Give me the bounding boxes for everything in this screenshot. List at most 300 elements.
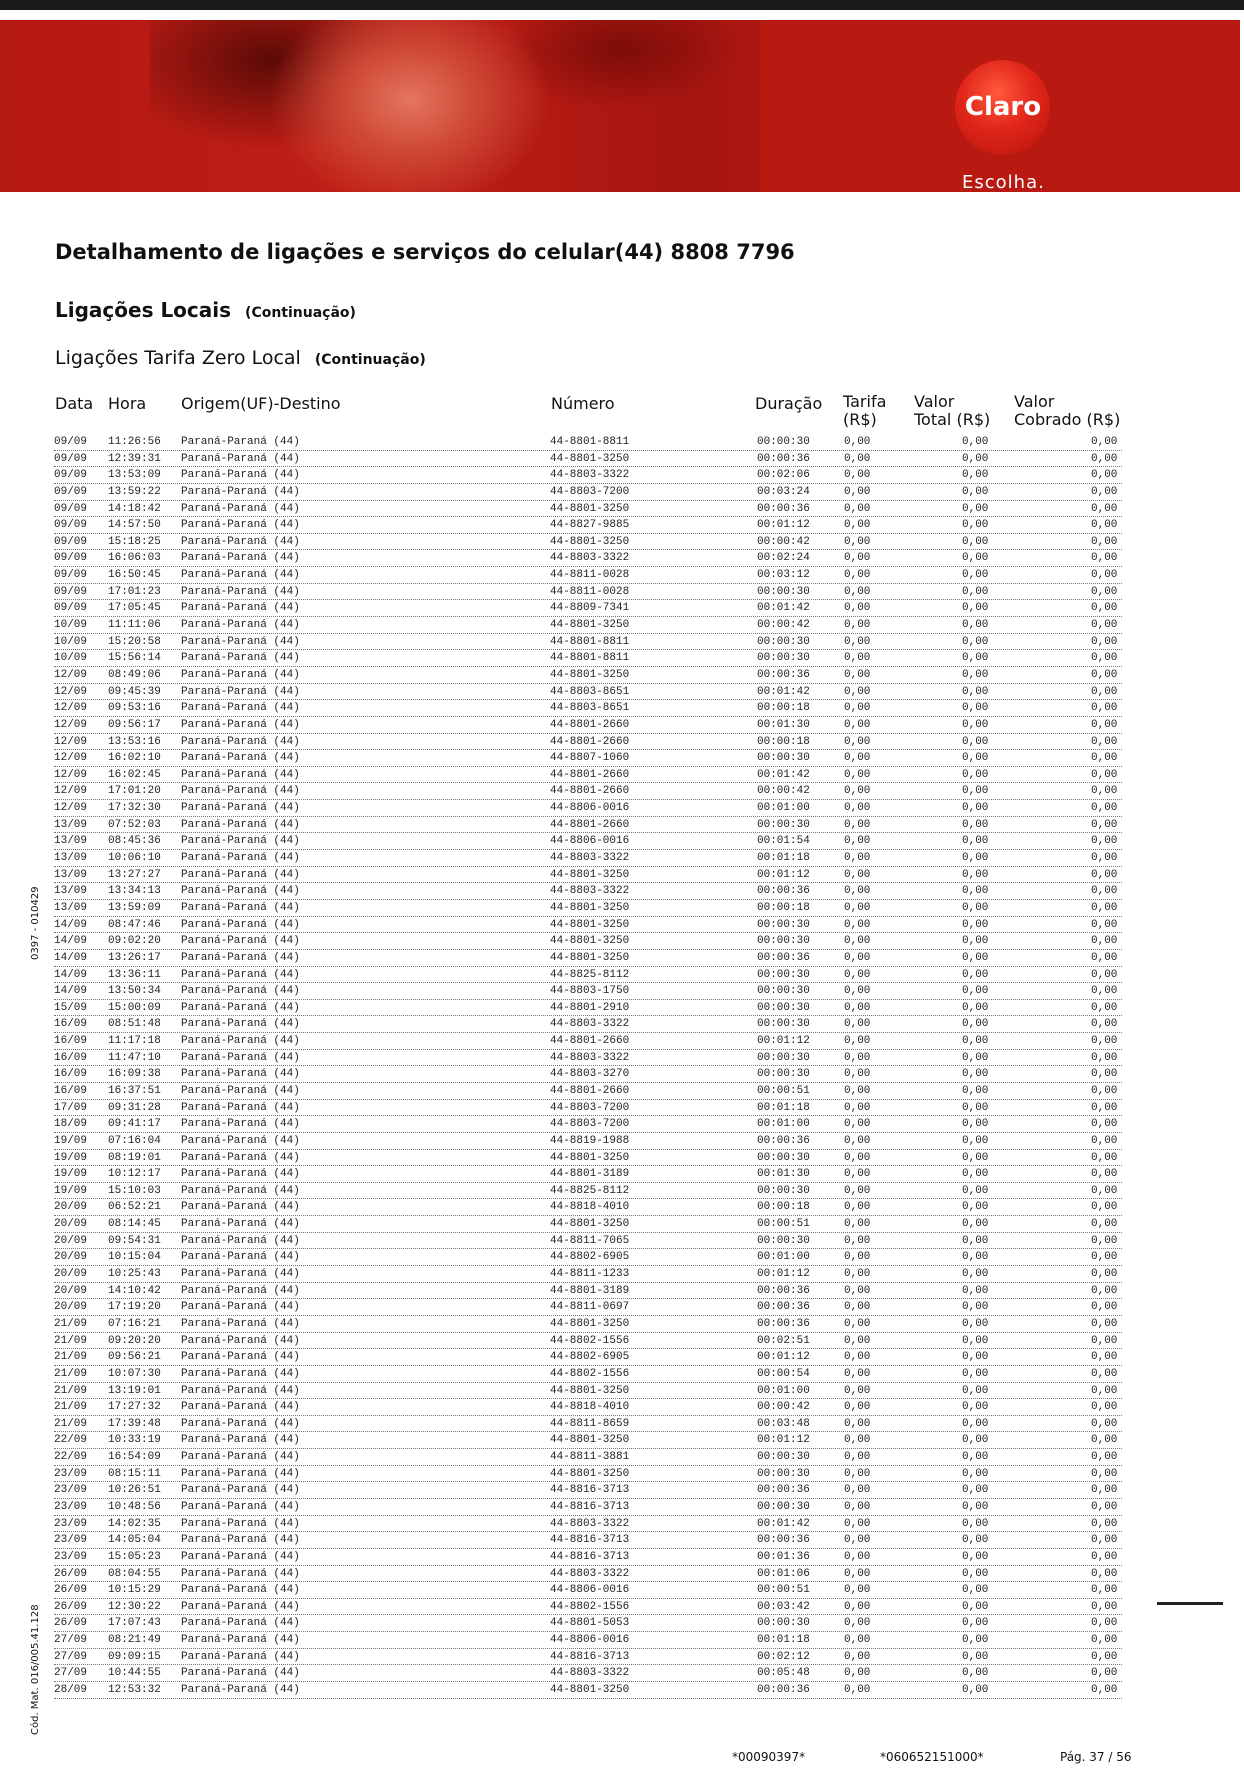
cell-valor-cobrado: 0,00 [1091, 535, 1118, 548]
cell-data: 09/09 [54, 552, 88, 565]
cell-tarifa: 0,00 [844, 1600, 871, 1613]
cell-origem: Paraná-Paraná (44) [181, 1317, 300, 1330]
cell-hora: 09:09:15 [108, 1650, 161, 1663]
cell-valor-total: 0,00 [962, 1251, 989, 1264]
cell-origem: Paraná-Paraná (44) [181, 436, 300, 448]
cell-duracao: 00:00:51 [757, 1218, 810, 1231]
cell-valor-total: 0,00 [962, 1417, 989, 1430]
cell-numero: 44-8811-8659 [550, 1417, 630, 1430]
cell-hora: 11:47:10 [108, 1051, 161, 1064]
cell-data: 12/09 [54, 768, 88, 781]
cell-valor-total: 0,00 [962, 1035, 989, 1048]
cell-tarifa: 0,00 [844, 1018, 871, 1031]
cell-tarifa: 0,00 [844, 1234, 871, 1247]
cell-tarifa: 0,00 [844, 1201, 871, 1214]
cell-duracao: 00:00:18 [757, 702, 810, 715]
cell-origem: Paraná-Paraná (44) [181, 1334, 300, 1347]
cell-numero: 44-8802-1556 [550, 1600, 630, 1613]
cell-origem: Paraná-Paraná (44) [181, 735, 300, 748]
table-row [54, 1166, 1122, 1183]
cell-tarifa: 0,00 [844, 685, 871, 698]
cell-data: 09/09 [54, 452, 88, 465]
cell-numero: 44-8801-3250 [550, 1384, 630, 1397]
cell-valor-cobrado: 0,00 [1091, 1284, 1118, 1297]
cell-origem: Paraná-Paraná (44) [181, 785, 300, 798]
table-row [54, 867, 1122, 884]
cell-data: 09/09 [54, 485, 88, 498]
cell-tarifa: 0,00 [844, 1567, 871, 1580]
cell-numero: 44-8803-1750 [550, 985, 630, 998]
cell-valor-cobrado: 0,00 [1091, 685, 1118, 698]
cell-data: 21/09 [54, 1317, 88, 1330]
cell-duracao: 00:01:42 [757, 685, 810, 698]
cell-valor-cobrado: 0,00 [1091, 968, 1118, 981]
cell-numero: 44-8807-1060 [550, 752, 630, 765]
cell-valor-cobrado: 0,00 [1091, 718, 1118, 731]
cell-data: 27/09 [54, 1634, 88, 1647]
cell-data: 23/09 [54, 1550, 88, 1563]
cell-data: 19/09 [54, 1184, 88, 1197]
cell-valor-total: 0,00 [962, 818, 989, 831]
cell-data: 26/09 [54, 1617, 88, 1630]
cell-hora: 16:54:09 [108, 1451, 161, 1464]
table-row [54, 484, 1122, 501]
cell-origem: Paraná-Paraná (44) [181, 1068, 300, 1081]
cell-numero: 44-8801-3250 [550, 619, 630, 632]
cell-valor-total: 0,00 [962, 785, 989, 798]
cell-data: 19/09 [54, 1168, 88, 1181]
cell-duracao: 00:00:30 [757, 1184, 810, 1197]
cell-duracao: 00:00:36 [757, 502, 810, 515]
cell-origem: Paraná-Paraná (44) [181, 585, 300, 598]
cell-origem: Paraná-Paraná (44) [181, 1284, 300, 1297]
table-row [54, 567, 1122, 584]
subsection-note: (Continuação) [314, 352, 426, 368]
cell-origem: Paraná-Paraná (44) [181, 1218, 300, 1231]
cell-hora: 10:33:19 [108, 1434, 161, 1447]
cell-data: 14/09 [54, 951, 88, 964]
cell-tarifa: 0,00 [844, 1251, 871, 1264]
cell-valor-total: 0,00 [962, 502, 989, 515]
cell-origem: Paraná-Paraná (44) [181, 951, 300, 964]
cell-valor-total: 0,00 [962, 1401, 989, 1414]
cell-valor-total: 0,00 [962, 552, 989, 565]
banner-photo [150, 20, 770, 192]
cell-numero: 44-8801-3250 [550, 1467, 630, 1480]
cell-origem: Paraná-Paraná (44) [181, 1018, 300, 1031]
table-row [54, 1499, 1122, 1516]
cell-hora: 10:48:56 [108, 1501, 161, 1513]
table-row [54, 1066, 1122, 1083]
cell-valor-cobrado: 0,00 [1091, 1534, 1118, 1547]
cell-data: 13/09 [54, 818, 88, 831]
cell-hora: 13:53:09 [108, 469, 161, 482]
cell-tarifa: 0,00 [844, 585, 871, 598]
cell-valor-cobrado: 0,00 [1091, 1467, 1118, 1480]
cell-data: 09/09 [54, 519, 88, 532]
cell-origem: Paraná-Paraná (44) [181, 1251, 300, 1264]
side-code-bottom: Cód. Mat. 016/005.41.128 [30, 1604, 41, 1735]
cell-hora: 09:53:16 [108, 702, 161, 715]
cell-numero: 44-8801-3250 [550, 1684, 630, 1697]
cell-valor-total: 0,00 [962, 1051, 989, 1064]
cell-hora: 09:02:20 [108, 935, 161, 948]
cell-duracao: 00:02:06 [757, 469, 810, 482]
cell-tarifa: 0,00 [844, 1151, 871, 1164]
table-row [54, 983, 1122, 1000]
cell-numero: 44-8801-3250 [550, 901, 630, 914]
cell-tarifa: 0,00 [844, 702, 871, 715]
cell-duracao: 00:00:30 [757, 652, 810, 665]
cell-tarifa: 0,00 [844, 852, 871, 865]
cell-data: 15/09 [54, 1001, 88, 1014]
cell-duracao: 00:00:36 [757, 1284, 810, 1297]
table-row [54, 1316, 1122, 1333]
cell-tarifa: 0,00 [844, 1218, 871, 1231]
cell-hora: 15:05:23 [108, 1550, 161, 1563]
cell-valor-cobrado: 0,00 [1091, 469, 1118, 482]
cell-origem: Paraná-Paraná (44) [181, 1650, 300, 1663]
table-row [54, 1449, 1122, 1466]
cell-tarifa: 0,00 [844, 1417, 871, 1430]
table-row [54, 1333, 1122, 1350]
table-row [54, 467, 1122, 484]
cell-tarifa: 0,00 [844, 1351, 871, 1364]
cell-duracao: 00:00:36 [757, 1134, 810, 1147]
table-row [54, 617, 1122, 634]
cell-data: 16/09 [54, 1068, 88, 1081]
cell-duracao: 00:02:24 [757, 552, 810, 565]
cell-duracao: 00:00:42 [757, 619, 810, 632]
cell-data: 09/09 [54, 502, 88, 515]
table-row [54, 1649, 1122, 1666]
cell-origem: Paraná-Paraná (44) [181, 469, 300, 482]
cell-numero: 44-8819-1988 [550, 1134, 630, 1147]
table-row [54, 1050, 1122, 1067]
cell-valor-cobrado: 0,00 [1091, 868, 1118, 881]
cell-valor-cobrado: 0,00 [1091, 1517, 1118, 1530]
cell-tarifa: 0,00 [844, 1684, 871, 1697]
cell-valor-cobrado: 0,00 [1091, 885, 1118, 898]
cell-data: 12/09 [54, 802, 88, 815]
cell-hora: 12:30:22 [108, 1600, 161, 1613]
cell-valor-total: 0,00 [962, 1600, 989, 1613]
cell-duracao: 00:00:54 [757, 1367, 810, 1380]
cell-valor-total: 0,00 [962, 1151, 989, 1164]
cell-tarifa: 0,00 [844, 1101, 871, 1114]
cell-hora: 08:15:11 [108, 1467, 161, 1480]
cell-origem: Paraná-Paraná (44) [181, 1401, 300, 1414]
cell-valor-cobrado: 0,00 [1091, 1567, 1118, 1580]
cell-hora: 15:00:09 [108, 1001, 161, 1014]
cell-valor-cobrado: 0,00 [1091, 1351, 1118, 1364]
cell-hora: 12:39:31 [108, 452, 161, 465]
cell-hora: 13:27:27 [108, 868, 161, 881]
cell-hora: 08:14:45 [108, 1218, 161, 1231]
cell-numero: 44-8801-2660 [550, 718, 630, 731]
cell-valor-total: 0,00 [962, 1534, 989, 1547]
cell-duracao: 00:00:30 [757, 1501, 810, 1513]
header-banner [0, 20, 1240, 192]
cell-valor-cobrado: 0,00 [1091, 1068, 1118, 1081]
cell-numero: 44-8803-8651 [550, 685, 630, 698]
table-row [54, 700, 1122, 717]
cell-numero: 44-8801-2660 [550, 818, 630, 831]
cell-numero: 44-8801-3250 [550, 868, 630, 881]
cell-valor-total: 0,00 [962, 1384, 989, 1397]
cell-data: 13/09 [54, 885, 88, 898]
cell-duracao: 00:01:30 [757, 718, 810, 731]
cell-numero: 44-8816-3713 [550, 1534, 630, 1547]
cell-valor-total: 0,00 [962, 436, 989, 448]
cell-origem: Paraná-Paraná (44) [181, 835, 300, 848]
table-row [54, 1016, 1122, 1033]
cell-hora: 17:32:30 [108, 802, 161, 815]
cell-origem: Paraná-Paraná (44) [181, 1684, 300, 1697]
cell-duracao: 00:01:42 [757, 1517, 810, 1530]
cell-tarifa: 0,00 [844, 802, 871, 815]
cell-data: 12/09 [54, 702, 88, 715]
cell-tarifa: 0,00 [844, 1051, 871, 1064]
cell-duracao: 00:00:30 [757, 918, 810, 931]
cell-valor-cobrado: 0,00 [1091, 901, 1118, 914]
table-row [54, 1432, 1122, 1449]
cell-valor-total: 0,00 [962, 1268, 989, 1281]
cell-hora: 14:05:04 [108, 1534, 161, 1547]
cell-duracao: 00:00:36 [757, 1684, 810, 1697]
cell-hora: 11:26:56 [108, 436, 161, 448]
cell-duracao: 00:00:36 [757, 1301, 810, 1314]
table-row [54, 1399, 1122, 1416]
cell-tarifa: 0,00 [844, 785, 871, 798]
cell-numero: 44-8801-2660 [550, 768, 630, 781]
column-header-tarifa: Tarifa (R$) [843, 392, 887, 429]
footer-code-2: *060652151000* [880, 1750, 984, 1764]
cell-origem: Paraná-Paraná (44) [181, 985, 300, 998]
cell-origem: Paraná-Paraná (44) [181, 1434, 300, 1447]
table-row [54, 783, 1122, 800]
cell-numero: 44-8816-3713 [550, 1501, 630, 1513]
table-row [54, 1349, 1122, 1366]
cell-valor-total: 0,00 [962, 685, 989, 698]
cell-valor-total: 0,00 [962, 519, 989, 532]
cell-valor-total: 0,00 [962, 1068, 989, 1081]
cell-data: 18/09 [54, 1118, 88, 1131]
cell-numero: 44-8811-0697 [550, 1301, 630, 1314]
table-row [54, 1383, 1122, 1400]
cell-data: 19/09 [54, 1151, 88, 1164]
cell-duracao: 00:01:30 [757, 1168, 810, 1181]
cell-hora: 09:20:20 [108, 1334, 161, 1347]
cell-valor-cobrado: 0,00 [1091, 1201, 1118, 1214]
table-row [54, 1532, 1122, 1549]
cell-hora: 08:45:36 [108, 835, 161, 848]
cell-data: 28/09 [54, 1684, 88, 1697]
cell-valor-total: 0,00 [962, 668, 989, 681]
cell-valor-total: 0,00 [962, 1184, 989, 1197]
table-row [54, 900, 1122, 917]
cell-tarifa: 0,00 [844, 968, 871, 981]
cell-data: 12/09 [54, 785, 88, 798]
cell-numero: 44-8801-3250 [550, 535, 630, 548]
cell-duracao: 00:00:42 [757, 1401, 810, 1414]
cell-duracao: 00:01:06 [757, 1567, 810, 1580]
cell-valor-total: 0,00 [962, 1118, 989, 1131]
cell-valor-cobrado: 0,00 [1091, 1384, 1118, 1397]
cell-valor-cobrado: 0,00 [1091, 635, 1118, 648]
subsection-title [55, 347, 426, 369]
cell-hora: 08:51:48 [108, 1018, 161, 1031]
cell-origem: Paraná-Paraná (44) [181, 685, 300, 698]
cell-duracao: 00:02:51 [757, 1334, 810, 1347]
cell-valor-cobrado: 0,00 [1091, 1184, 1118, 1197]
cell-origem: Paraná-Paraná (44) [181, 668, 300, 681]
cell-hora: 13:36:11 [108, 968, 161, 981]
cell-data: 09/09 [54, 585, 88, 598]
cell-hora: 17:05:45 [108, 602, 161, 615]
cell-origem: Paraná-Paraná (44) [181, 768, 300, 781]
cell-valor-total: 0,00 [962, 635, 989, 648]
cell-data: 20/09 [54, 1218, 88, 1231]
cell-valor-cobrado: 0,00 [1091, 1035, 1118, 1048]
cell-duracao: 00:01:18 [757, 852, 810, 865]
cell-tarifa: 0,00 [844, 918, 871, 931]
cell-hora: 08:19:01 [108, 1151, 161, 1164]
table-row [54, 1599, 1122, 1616]
cell-valor-cobrado: 0,00 [1091, 552, 1118, 565]
table-row [54, 434, 1122, 451]
cell-data: 21/09 [54, 1401, 88, 1414]
cell-origem: Paraná-Paraná (44) [181, 519, 300, 532]
cell-tarifa: 0,00 [844, 619, 871, 632]
cell-tarifa: 0,00 [844, 885, 871, 898]
cell-duracao: 00:01:00 [757, 802, 810, 815]
cell-hora: 14:02:35 [108, 1517, 161, 1530]
cell-numero: 44-8806-0016 [550, 1634, 630, 1647]
cell-numero: 44-8801-3250 [550, 1151, 630, 1164]
cell-valor-total: 0,00 [962, 1367, 989, 1380]
cell-origem: Paraná-Paraná (44) [181, 1001, 300, 1014]
cell-origem: Paraná-Paraná (44) [181, 868, 300, 881]
cell-numero: 44-8801-3189 [550, 1168, 630, 1181]
cell-numero: 44-8816-3713 [550, 1484, 630, 1497]
cell-numero: 44-8803-3322 [550, 1517, 630, 1530]
cell-tarifa: 0,00 [844, 1168, 871, 1181]
cell-data: 13/09 [54, 868, 88, 881]
cell-origem: Paraná-Paraná (44) [181, 1667, 300, 1680]
cell-hora: 15:56:14 [108, 652, 161, 665]
cell-hora: 06:52:21 [108, 1201, 161, 1214]
cell-numero: 44-8803-7200 [550, 1118, 630, 1131]
table-row [54, 1299, 1122, 1316]
cell-numero: 44-8825-8112 [550, 968, 630, 981]
cell-hora: 10:25:43 [108, 1268, 161, 1281]
cell-valor-cobrado: 0,00 [1091, 1218, 1118, 1231]
cell-numero: 44-8801-8811 [550, 652, 630, 665]
cell-valor-total: 0,00 [962, 951, 989, 964]
cell-numero: 44-8803-7200 [550, 485, 630, 498]
table-row [54, 1199, 1122, 1216]
cell-duracao: 00:01:42 [757, 602, 810, 615]
brand-logo: Claro [964, 92, 1042, 122]
cell-numero: 44-8801-3250 [550, 935, 630, 948]
cell-numero: 44-8801-3250 [550, 918, 630, 931]
cell-tarifa: 0,00 [844, 452, 871, 465]
cell-origem: Paraná-Paraná (44) [181, 1118, 300, 1131]
cell-duracao: 00:00:42 [757, 535, 810, 548]
cell-numero: 44-8827-9885 [550, 519, 630, 532]
column-header-hora: Hora [108, 394, 147, 413]
cell-tarifa: 0,00 [844, 1035, 871, 1048]
cell-data: 26/09 [54, 1567, 88, 1580]
cell-origem: Paraná-Paraná (44) [181, 1301, 300, 1314]
cell-hora: 10:15:29 [108, 1584, 161, 1597]
cell-duracao: 00:00:30 [757, 968, 810, 981]
table-row [54, 950, 1122, 967]
table-row [54, 1582, 1122, 1599]
cell-duracao: 00:01:36 [757, 1550, 810, 1563]
cell-data: 12/09 [54, 718, 88, 731]
cell-valor-total: 0,00 [962, 1634, 989, 1647]
cell-valor-cobrado: 0,00 [1091, 1550, 1118, 1563]
cell-valor-cobrado: 0,00 [1091, 668, 1118, 681]
cell-valor-cobrado: 0,00 [1091, 1001, 1118, 1014]
cell-valor-cobrado: 0,00 [1091, 818, 1118, 831]
cell-numero: 44-8818-4010 [550, 1401, 630, 1414]
cell-origem: Paraná-Paraná (44) [181, 802, 300, 815]
cell-hora: 15:10:03 [108, 1184, 161, 1197]
cell-hora: 10:06:10 [108, 852, 161, 865]
cell-tarifa: 0,00 [844, 1118, 871, 1131]
cell-hora: 17:39:48 [108, 1417, 161, 1430]
cell-numero: 44-8801-5053 [550, 1617, 630, 1630]
cell-valor-total: 0,00 [962, 1084, 989, 1097]
cell-valor-cobrado: 0,00 [1091, 1367, 1118, 1380]
cell-numero: 44-8802-1556 [550, 1334, 630, 1347]
table-row [54, 550, 1122, 567]
cell-tarifa: 0,00 [844, 502, 871, 515]
cell-valor-total: 0,00 [962, 718, 989, 731]
cell-data: 20/09 [54, 1234, 88, 1247]
table-row [54, 1150, 1122, 1167]
cell-valor-cobrado: 0,00 [1091, 519, 1118, 532]
cell-duracao: 00:00:18 [757, 735, 810, 748]
cell-duracao: 00:00:30 [757, 1068, 810, 1081]
cell-numero: 44-8825-8112 [550, 1184, 630, 1197]
cell-data: 21/09 [54, 1417, 88, 1430]
cell-data: 21/09 [54, 1367, 88, 1380]
cell-origem: Paraná-Paraná (44) [181, 552, 300, 565]
cell-numero: 44-8803-3322 [550, 1667, 630, 1680]
cell-valor-cobrado: 0,00 [1091, 951, 1118, 964]
cell-hora: 15:18:25 [108, 535, 161, 548]
cell-valor-total: 0,00 [962, 619, 989, 632]
cell-origem: Paraná-Paraná (44) [181, 885, 300, 898]
cell-tarifa: 0,00 [844, 552, 871, 565]
cell-hora: 16:37:51 [108, 1084, 161, 1097]
cell-valor-cobrado: 0,00 [1091, 985, 1118, 998]
cell-tarifa: 0,00 [844, 935, 871, 948]
side-code-top: 0397 - 010429 [30, 886, 41, 960]
cell-valor-cobrado: 0,00 [1091, 585, 1118, 598]
cell-numero: 44-8811-0028 [550, 585, 630, 598]
table-row [54, 1665, 1122, 1682]
cell-data: 20/09 [54, 1284, 88, 1297]
cell-data: 09/09 [54, 436, 88, 448]
cell-tarifa: 0,00 [844, 818, 871, 831]
table-row [54, 1416, 1122, 1433]
column-header-duracao: Duração [755, 394, 823, 413]
